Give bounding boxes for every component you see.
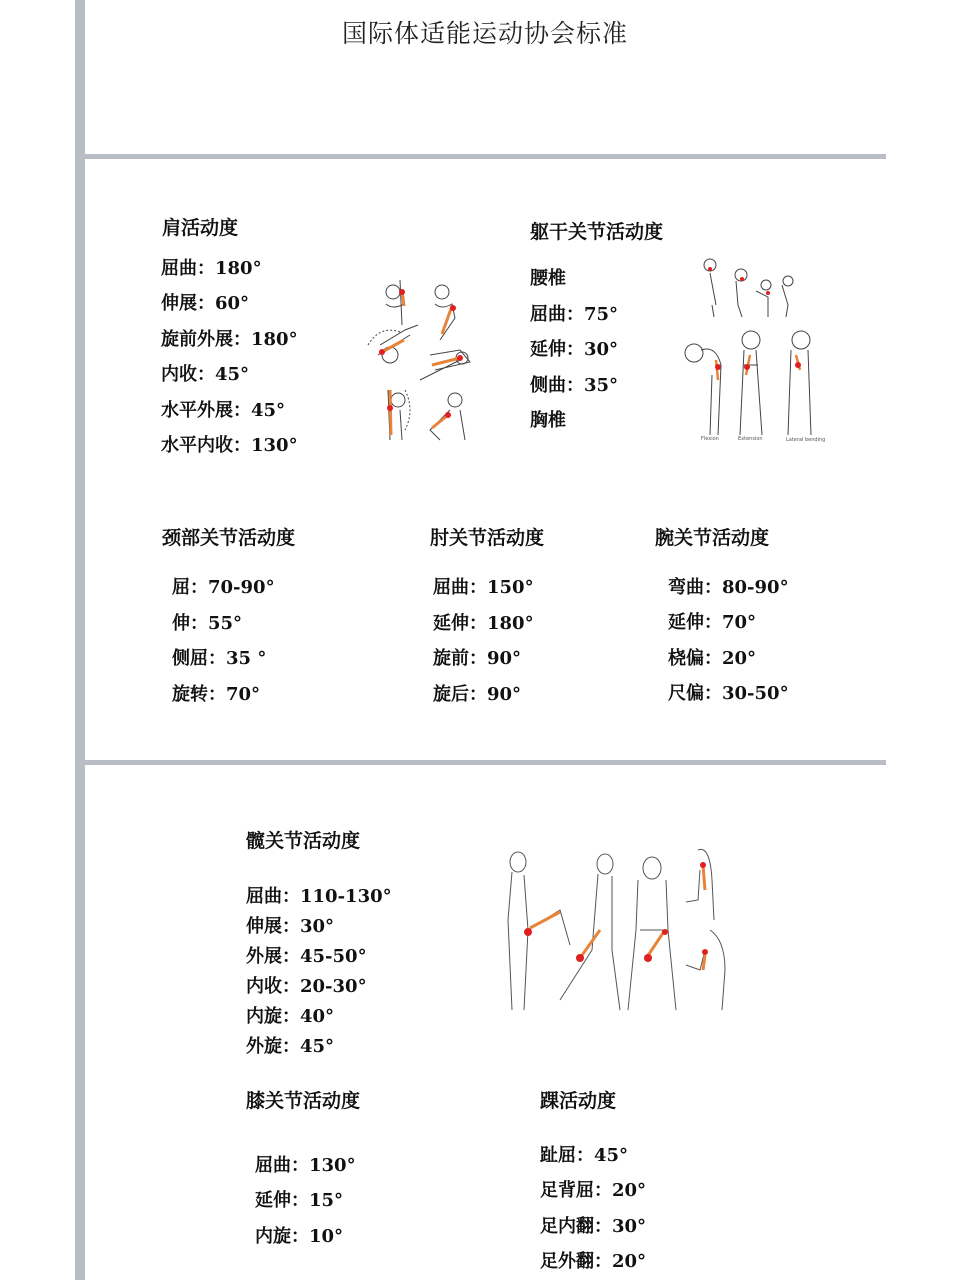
shoulder-heading: 肩活动度	[162, 217, 239, 239]
trunk-illustration	[676, 255, 826, 450]
section-divider-2	[85, 760, 886, 765]
shoulder-item: 内收：45°	[161, 364, 250, 385]
elbow-item: 旋后：90°	[433, 684, 522, 705]
wrist-item: 尺偏：30-50°	[668, 683, 789, 704]
section-divider-1	[85, 154, 886, 159]
right-margin	[886, 0, 960, 1280]
shoulder-illustration	[360, 270, 485, 450]
knee-item: 延伸：15°	[255, 1190, 344, 1211]
shoulder-item: 水平内收：130°	[161, 435, 298, 456]
trunk-heading: 躯干关节活动度	[530, 221, 664, 243]
neck-item: 旋转：70°	[172, 684, 261, 705]
ankle-heading: 踝活动度	[540, 1090, 617, 1112]
elbow-heading: 肘关节活动度	[430, 527, 545, 549]
neck-heading: 颈部关节活动度	[162, 527, 296, 549]
shoulder-item: 水平外展：45°	[161, 400, 286, 421]
shoulder-item: 旋前外展：180°	[161, 329, 298, 350]
figure-label-lateral-bending: Lateral bending	[786, 437, 826, 443]
elbow-item: 延伸：180°	[433, 613, 534, 634]
neck-item: 屈：70-90°	[172, 577, 275, 598]
page-title: 国际体适能运动协会标准	[341, 19, 628, 48]
ankle-item: 足外翻：20°	[540, 1251, 647, 1272]
shoulder-item: 伸展：60°	[161, 293, 250, 314]
neck-item: 伸：55°	[172, 613, 243, 634]
wrist-item: 弯曲：80-90°	[668, 577, 789, 598]
ankle-item: 趾屈：45°	[540, 1145, 629, 1166]
trunk-item: 侧曲：35°	[530, 375, 619, 396]
ankle-item: 足内翻：30°	[540, 1216, 647, 1237]
wrist-heading: 腕关节活动度	[655, 527, 770, 549]
figure-label-flexion: Flexion	[701, 436, 719, 442]
trunk-item: 延伸：30°	[530, 339, 619, 360]
figure-label-extension: Extension	[738, 436, 763, 442]
neck-item: 侧屈：35 °	[172, 648, 267, 669]
hip-illustration	[500, 840, 735, 1020]
elbow-item: 屈曲：150°	[433, 577, 534, 598]
ankle-item: 足背屈：20°	[540, 1180, 647, 1201]
hip-item: 外旋：45°	[246, 1036, 335, 1057]
knee-item: 内旋：10°	[255, 1226, 344, 1247]
knee-heading: 膝关节活动度	[246, 1090, 361, 1112]
hip-item: 内收：20-30°	[246, 976, 367, 997]
hip-item: 内旋：40°	[246, 1006, 335, 1027]
elbow-item: 旋前：90°	[433, 648, 522, 669]
trunk-item: 胸椎	[530, 410, 566, 431]
trunk-item: 腰椎	[530, 268, 566, 289]
left-border-rule	[75, 0, 85, 1280]
knee-item: 屈曲：130°	[255, 1155, 356, 1176]
trunk-item: 屈曲：75°	[530, 304, 619, 325]
wrist-item: 桡偏：20°	[668, 648, 757, 669]
shoulder-item: 屈曲：180°	[161, 258, 262, 279]
wrist-item: 延伸：70°	[668, 612, 757, 633]
hip-item: 外展：45-50°	[246, 946, 367, 967]
hip-heading: 髋关节活动度	[246, 830, 361, 852]
hip-item: 屈曲：110-130°	[246, 886, 392, 907]
hip-item: 伸展：30°	[246, 916, 335, 937]
